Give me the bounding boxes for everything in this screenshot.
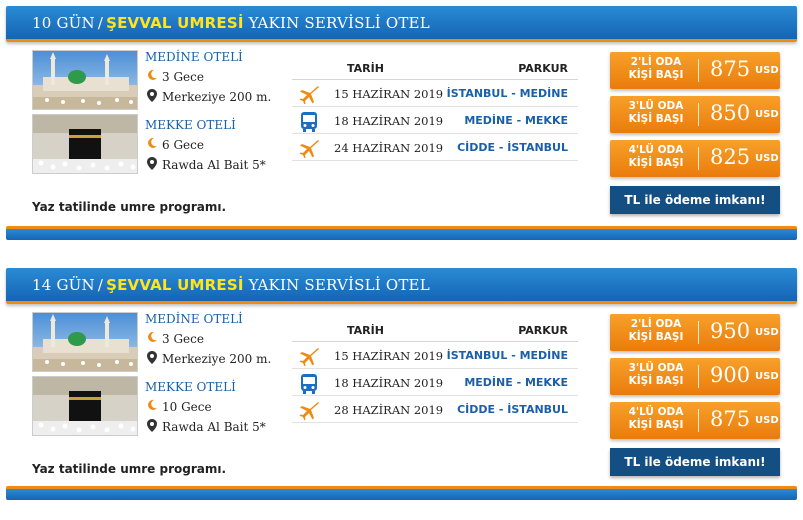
price-currency: USD xyxy=(755,153,779,164)
package-header xyxy=(6,6,797,42)
plane-icon xyxy=(298,84,320,104)
crescent-icon xyxy=(145,331,159,346)
price-amount: 875 xyxy=(710,57,751,81)
divider xyxy=(698,409,699,432)
medine-hotel-info xyxy=(145,312,271,367)
price-amount: 875 xyxy=(710,407,751,431)
tl-payment-button[interactable]: TL ile ödeme imkanı! xyxy=(610,186,780,214)
tl-payment-button[interactable]: TL ile ödeme imkanı! xyxy=(610,448,780,476)
price-currency: USD xyxy=(755,327,779,338)
program-note: Yaz tatilinde umre programı. xyxy=(32,200,227,214)
schedule-table xyxy=(292,322,578,423)
price-badge-quad[interactable]: 4'LÜ ODA KİŞİ BAŞI 825 USD xyxy=(610,140,780,177)
price-badge-triple[interactable]: 3'LÜ ODA KİŞİ BAŞI 850 USD xyxy=(610,96,780,133)
schedule-row xyxy=(292,107,578,134)
package-card xyxy=(0,262,803,520)
medine-nights: 3 Gece xyxy=(162,331,204,346)
divider xyxy=(698,321,699,344)
package-header xyxy=(6,268,797,304)
route-label: CİDDE - İSTANBUL xyxy=(457,403,568,416)
package-title: 10 GÜN / ŞEVVAL UMRESİ YAKIN SERVİSLİ OTEL xyxy=(32,14,430,32)
route-label: CİDDE - İSTANBUL xyxy=(457,141,568,154)
price-amount: 850 xyxy=(710,101,751,125)
price-currency: USD xyxy=(755,371,779,382)
schedule-row xyxy=(292,396,578,423)
medine-nights: 3 Gece xyxy=(162,69,204,84)
column-header-date: TARİH xyxy=(347,62,384,75)
column-header-route: PARKUR xyxy=(518,324,568,337)
package-duration: 14 GÜN xyxy=(32,276,95,294)
mekke-nights: 10 Gece xyxy=(162,399,212,414)
price-badge-quad[interactable]: 4'LÜ ODA KİŞİ BAŞI 875 USD xyxy=(610,402,780,439)
crescent-icon xyxy=(145,137,159,152)
divider xyxy=(698,103,699,126)
price-currency: USD xyxy=(755,65,779,76)
kaaba-photo xyxy=(32,114,138,174)
departure-date: 18 HAZİRAN 2019 xyxy=(334,376,444,390)
schedule-table xyxy=(292,60,578,161)
mekke-hotel-name: MEKKE OTELİ xyxy=(145,380,236,394)
departure-date: 15 HAZİRAN 2019 xyxy=(334,349,444,363)
mekke-nights: 6 Gece xyxy=(162,137,204,152)
schedule-header xyxy=(292,60,578,80)
price-amount: 900 xyxy=(710,363,751,387)
schedule-row xyxy=(292,80,578,107)
plane-icon xyxy=(298,400,320,420)
package-title: 14 GÜN / ŞEVVAL UMRESİ YAKIN SERVİSLİ OTEL xyxy=(32,276,430,294)
route-label: İSTANBUL - MEDİNE xyxy=(446,87,568,100)
medine-mosque-photo xyxy=(32,312,138,372)
price-badge-double[interactable]: 2'Lİ ODA KİŞİ BAŞI 950 USD xyxy=(610,314,780,351)
price-badge-triple[interactable]: 3'LÜ ODA KİŞİ BAŞI 900 USD xyxy=(610,358,780,395)
kaaba-photo xyxy=(32,376,138,436)
crescent-icon xyxy=(145,69,159,84)
departure-date: 18 HAZİRAN 2019 xyxy=(334,114,444,128)
departure-date: 24 HAZİRAN 2019 xyxy=(334,141,444,155)
mekke-location: Rawda Al Bait 5* xyxy=(162,420,266,434)
package-duration: 10 GÜN xyxy=(32,14,95,32)
mekke-hotel-info xyxy=(145,380,266,435)
route-label: MEDİNE - MEKKE xyxy=(464,114,568,127)
medine-hotel-name: MEDİNE OTELİ xyxy=(145,312,243,326)
medine-location: Merkeziye 200 m. xyxy=(162,90,272,104)
package-name: ŞEVVAL UMRESİ xyxy=(106,14,244,32)
plane-icon xyxy=(298,138,320,158)
package-footer-bar xyxy=(6,486,797,500)
location-pin-icon xyxy=(145,351,159,367)
route-label: MEDİNE - MEKKE xyxy=(464,376,568,389)
schedule-row xyxy=(292,342,578,369)
mekke-hotel-name: MEKKE OTELİ xyxy=(145,118,236,132)
medine-mosque-photo xyxy=(32,50,138,110)
mekke-hotel-info xyxy=(145,118,266,173)
divider xyxy=(698,59,699,82)
schedule-row xyxy=(292,134,578,161)
route-label: İSTANBUL - MEDİNE xyxy=(446,349,568,362)
medine-location: Merkeziye 200 m. xyxy=(162,352,272,366)
package-footer-bar xyxy=(6,226,797,240)
bus-icon xyxy=(298,373,320,393)
medine-hotel-info xyxy=(145,50,271,105)
package-subtitle: YAKIN SERVİSLİ OTEL xyxy=(248,276,430,294)
crescent-icon xyxy=(145,399,159,414)
package-name: ŞEVVAL UMRESİ xyxy=(106,276,244,294)
plane-icon xyxy=(298,346,320,366)
program-note: Yaz tatilinde umre programı. xyxy=(32,462,227,476)
bus-icon xyxy=(298,111,320,131)
mekke-location: Rawda Al Bait 5* xyxy=(162,158,266,172)
location-pin-icon xyxy=(145,89,159,105)
column-header-date: TARİH xyxy=(347,324,384,337)
price-currency: USD xyxy=(755,415,779,426)
schedule-row xyxy=(292,369,578,396)
departure-date: 15 HAZİRAN 2019 xyxy=(334,87,444,101)
medine-hotel-name: MEDİNE OTELİ xyxy=(145,50,243,64)
price-amount: 950 xyxy=(710,319,751,343)
location-pin-icon xyxy=(145,419,159,435)
column-header-route: PARKUR xyxy=(518,62,568,75)
price-currency: USD xyxy=(755,109,779,120)
schedule-header xyxy=(292,322,578,342)
package-subtitle: YAKIN SERVİSLİ OTEL xyxy=(248,14,430,32)
price-amount: 825 xyxy=(710,145,751,169)
divider xyxy=(698,147,699,170)
divider xyxy=(698,365,699,388)
departure-date: 28 HAZİRAN 2019 xyxy=(334,403,444,417)
price-badge-double[interactable]: 2'Lİ ODA KİŞİ BAŞI 875 USD xyxy=(610,52,780,89)
location-pin-icon xyxy=(145,157,159,173)
